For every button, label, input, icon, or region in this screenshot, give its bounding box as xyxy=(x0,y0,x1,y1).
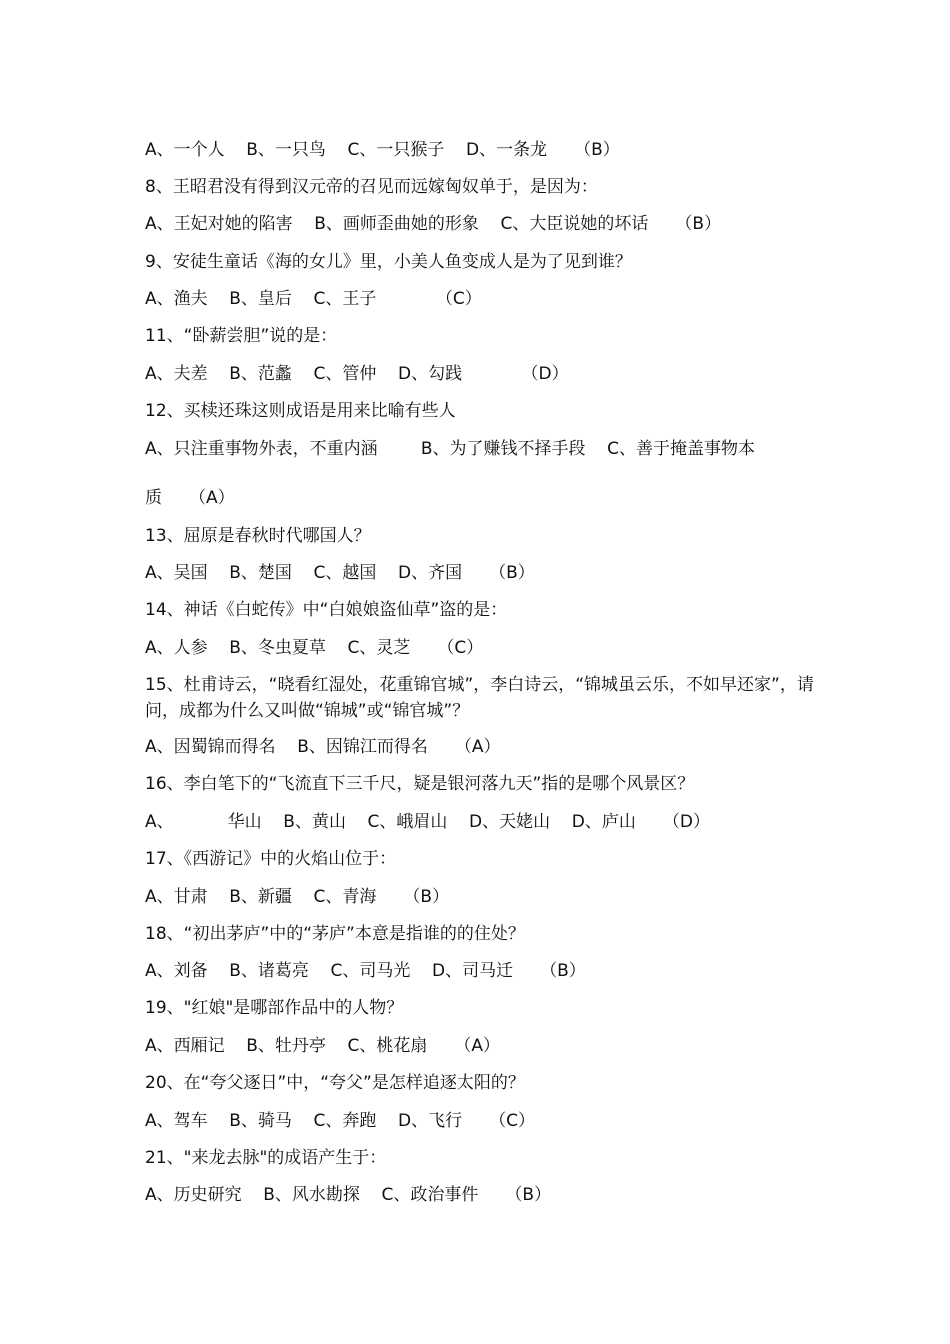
answer-options-15: A、因蜀锦而得名 B、因锦江而得名 （A） xyxy=(145,737,501,757)
question-14: 14、神话《白蛇传》中“白娘娘盗仙草”盗的是： xyxy=(145,600,508,620)
answer-options-14: A、人参 B、冬虫夏草 C、灵芝 （C） xyxy=(145,638,484,658)
question-12: 12、买椟还珠这则成语是用来比喻有些人 xyxy=(145,401,456,421)
answer-options-line: A、一个人 B、一只鸟 C、一只猴子 D、一条龙 （B） xyxy=(145,140,620,160)
question-8: 8、王昭君没有得到汉元帝的召见而远嫁匈奴单于，是因为： xyxy=(145,177,598,197)
answer-options-11: A、夫差 B、范蠡 C、管仲 D、勾践 （D） xyxy=(145,364,569,384)
question-11: 11、“卧薪尝胆”说的是： xyxy=(145,326,338,346)
question-18: 18、“初出茅庐”中的“茅庐”本意是指谁的的住处？ xyxy=(145,924,525,944)
answer-options-16: A、 华山 B、黄山 C、峨眉山 D、天姥山 D、庐山 （D） xyxy=(145,812,710,832)
answer-options-17: A、甘肃 B、新疆 C、青海 （B） xyxy=(145,887,450,907)
answer-options-21: A、历史研究 B、风水勘探 C、政治事件 （B） xyxy=(145,1185,552,1205)
question-17: 17、《西游记》中的火焰山位于： xyxy=(145,849,397,869)
question-20: 20、在“夸父逐日”中，“夸父”是怎样追逐太阳的？ xyxy=(145,1073,525,1093)
answer-options-8: A、王妃对她的陷害 B、画师歪曲她的形象 C、大臣说她的坏话 （B） xyxy=(145,214,722,234)
question-16: 16、李白笔下的“飞流直下三千尺，疑是银河落九天”指的是哪个风景区？ xyxy=(145,774,695,794)
question-21: 21、"来龙去脉"的成语产生于： xyxy=(145,1148,387,1168)
answer-options-12: A、只注重事物外表，不重内涵 B、为了赚钱不择手段 C、善于掩盖事物本 xyxy=(145,439,756,459)
answer-options-18: A、刘备 B、诸葛亮 C、司马光 D、司马迁 （B） xyxy=(145,961,586,981)
question-19: 19、"红娘"是哪部作品中的人物？ xyxy=(145,998,404,1018)
answer-options-12-continued: 质 （A） xyxy=(145,488,235,508)
question-15: 15、杜甫诗云，“晓看红湿处，花重锦官城”，李白诗云，“锦城虽云乐，不如早还家”，请问，成都为什么又叫做“锦城”或“锦官城”？ xyxy=(145,675,814,721)
answer-options-9: A、渔夫 B、皇后 C、王子 （C） xyxy=(145,289,482,309)
question-9: 9、安徒生童话《海的女儿》里，小美人鱼变成人是为了见到谁？ xyxy=(145,252,632,272)
answer-options-20: A、驾车 B、骑马 C、奔跑 D、飞行 （C） xyxy=(145,1111,535,1131)
answer-options-19: A、西厢记 B、牡丹亭 C、桃花扇 （A） xyxy=(145,1036,501,1056)
question-13: 13、屈原是春秋时代哪国人？ xyxy=(145,526,371,546)
answer-options-13: A、吴国 B、楚国 C、越国 D、齐国 （B） xyxy=(145,563,535,583)
